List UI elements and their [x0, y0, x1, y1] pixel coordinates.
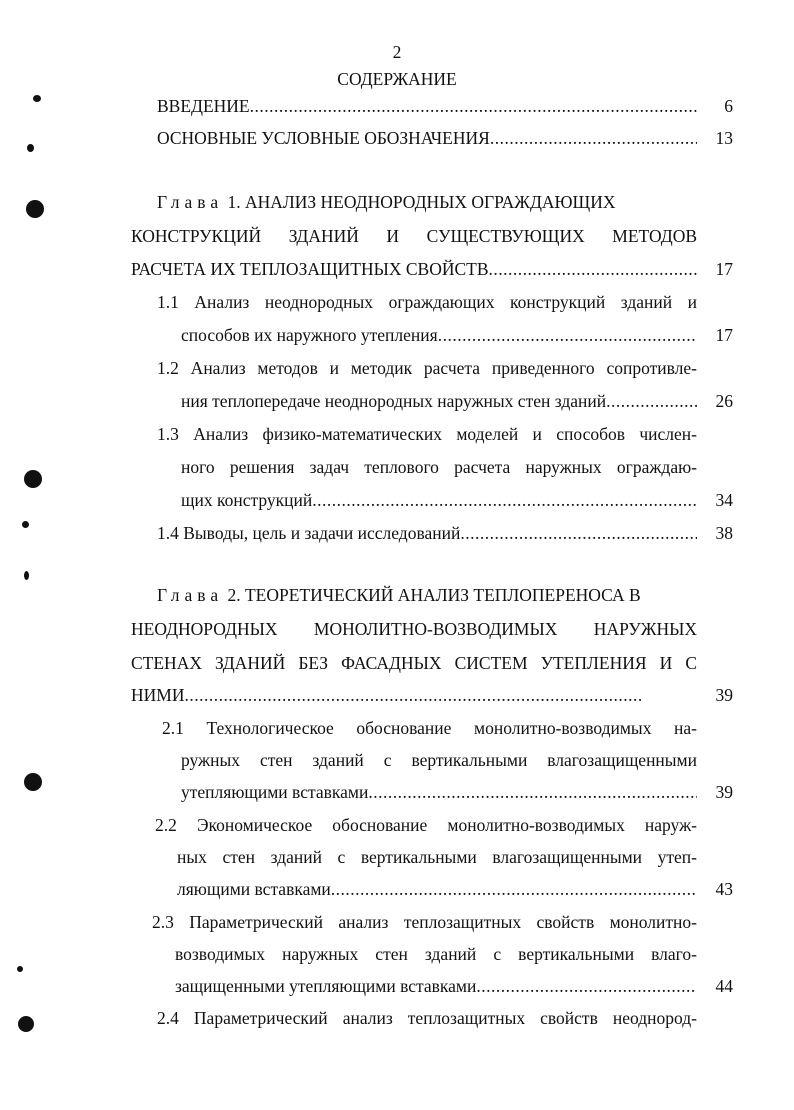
section-2-1-line1: 2.1 Технологическое обоснование монолитно-возводимых на-: [162, 718, 697, 738]
toc-page-notation: 13: [715, 128, 733, 148]
section-1-3-line2: ного решения задач теплового расчета наружных ограждаю-: [181, 457, 697, 477]
toc-page-intro: 6: [724, 96, 733, 116]
page-number: 2: [392, 42, 402, 62]
punch-mark: [24, 470, 42, 488]
chapter1-line3: РАСЧЕТА ИХ ТЕПЛОЗАЩИТНЫХ СВОЙСТВ .....: [131, 258, 697, 280]
section-2-2-line2: ных стен зданий с вертикальными влагозащищенными утеп-: [177, 847, 697, 867]
toc-page-2-3: 44: [715, 976, 733, 996]
punch-mark: [18, 1016, 34, 1032]
section-2-2-line3: ляющими вставками .....: [177, 878, 697, 900]
section-1-2-line1: 1.2 Анализ методов и методик расчета приведенного сопротивле-: [157, 358, 697, 378]
toc-entry-notation: ОСНОВНЫЕ УСЛОВНЫЕ ОБОЗНАЧЕНИЯ .....: [157, 127, 697, 149]
page-title: СОДЕРЖАНИЕ: [337, 69, 457, 89]
toc-page-1-4: 38: [715, 523, 733, 543]
chapter1-line2: КОНСТРУКЦИЙ ЗДАНИЙ И СУЩЕСТВУЮЩИХ МЕТОДОВ: [131, 226, 697, 246]
chapter2-line3: СТЕНАХ ЗДАНИЙ БЕЗ ФАСАДНЫХ СИСТЕМ УТЕПЛЕНИЯ И С: [131, 653, 697, 673]
toc-entry-intro: ВВЕДЕНИЕ .....: [157, 95, 697, 117]
chapter2-line1: Глава 2. ТЕОРЕТИЧЕСКИЙ АНАЛИЗ ТЕПЛОПЕРЕНОСА В: [157, 585, 641, 605]
section-1-3-line1: 1.3 Анализ физико-математических моделей и способов числен-: [157, 424, 697, 444]
section-2-3-line1: 2.3 Параметрический анализ теплозащитных свойств монолитно-: [152, 912, 697, 932]
section-2-1-line3: утепляющими вставками .....: [181, 781, 697, 803]
punch-mark: [24, 571, 29, 580]
section-1-1-line1: 1.1 Анализ неоднородных ограждающих конструкций зданий и: [157, 292, 697, 312]
punch-mark: [17, 966, 23, 972]
punch-mark: [24, 773, 42, 791]
punch-mark: [27, 144, 34, 152]
toc-page-1-3: 34: [715, 490, 733, 510]
toc-page-2-1: 39: [715, 782, 733, 802]
punch-mark: [22, 521, 29, 528]
section-2-4-line1: 2.4 Параметрический анализ теплозащитных свойств неоднород-: [157, 1008, 697, 1028]
chapter1-line1: Глава 1. АНАЛИЗ НЕОДНОРОДНЫХ ОГРАЖДАЮЩИХ: [157, 192, 616, 212]
section-1-1-line2: способов их наружного утепления .....: [181, 324, 697, 346]
section-1-3-line3: щих конструкций .....: [181, 489, 697, 511]
toc-page-1-2: 26: [715, 391, 733, 411]
section-2-3-line3: защищенными утепляющими вставками .....: [175, 975, 697, 997]
chapter2-line2: НЕОДНОРОДНЫХ МОНОЛИТНО-ВОЗВОДИМЫХ НАРУЖНЫХ: [131, 619, 697, 639]
punch-mark: [26, 200, 44, 218]
toc-page-ch1: 17: [715, 259, 733, 279]
toc-page-2-2: 43: [715, 879, 733, 899]
chapter2-line4: НИМИ .....: [131, 684, 641, 706]
punch-mark: [33, 95, 41, 102]
section-2-2-line1: 2.2 Экономическое обоснование монолитно-возводимых наруж-: [155, 815, 697, 835]
section-1-2-line2: ния теплопередаче неоднородных наружных стен зданий .....: [181, 390, 697, 412]
section-2-3-line2: возводимых наружных стен зданий с вертикальными влаго-: [175, 944, 697, 964]
section-1-4: 1.4 Выводы, цель и задачи исследований .....: [157, 522, 697, 544]
toc-page-ch2: 39: [715, 685, 733, 705]
toc-page-1-1: 17: [715, 325, 733, 345]
section-2-1-line2: ружных стен зданий с вертикальными влагозащищенными: [181, 750, 697, 770]
